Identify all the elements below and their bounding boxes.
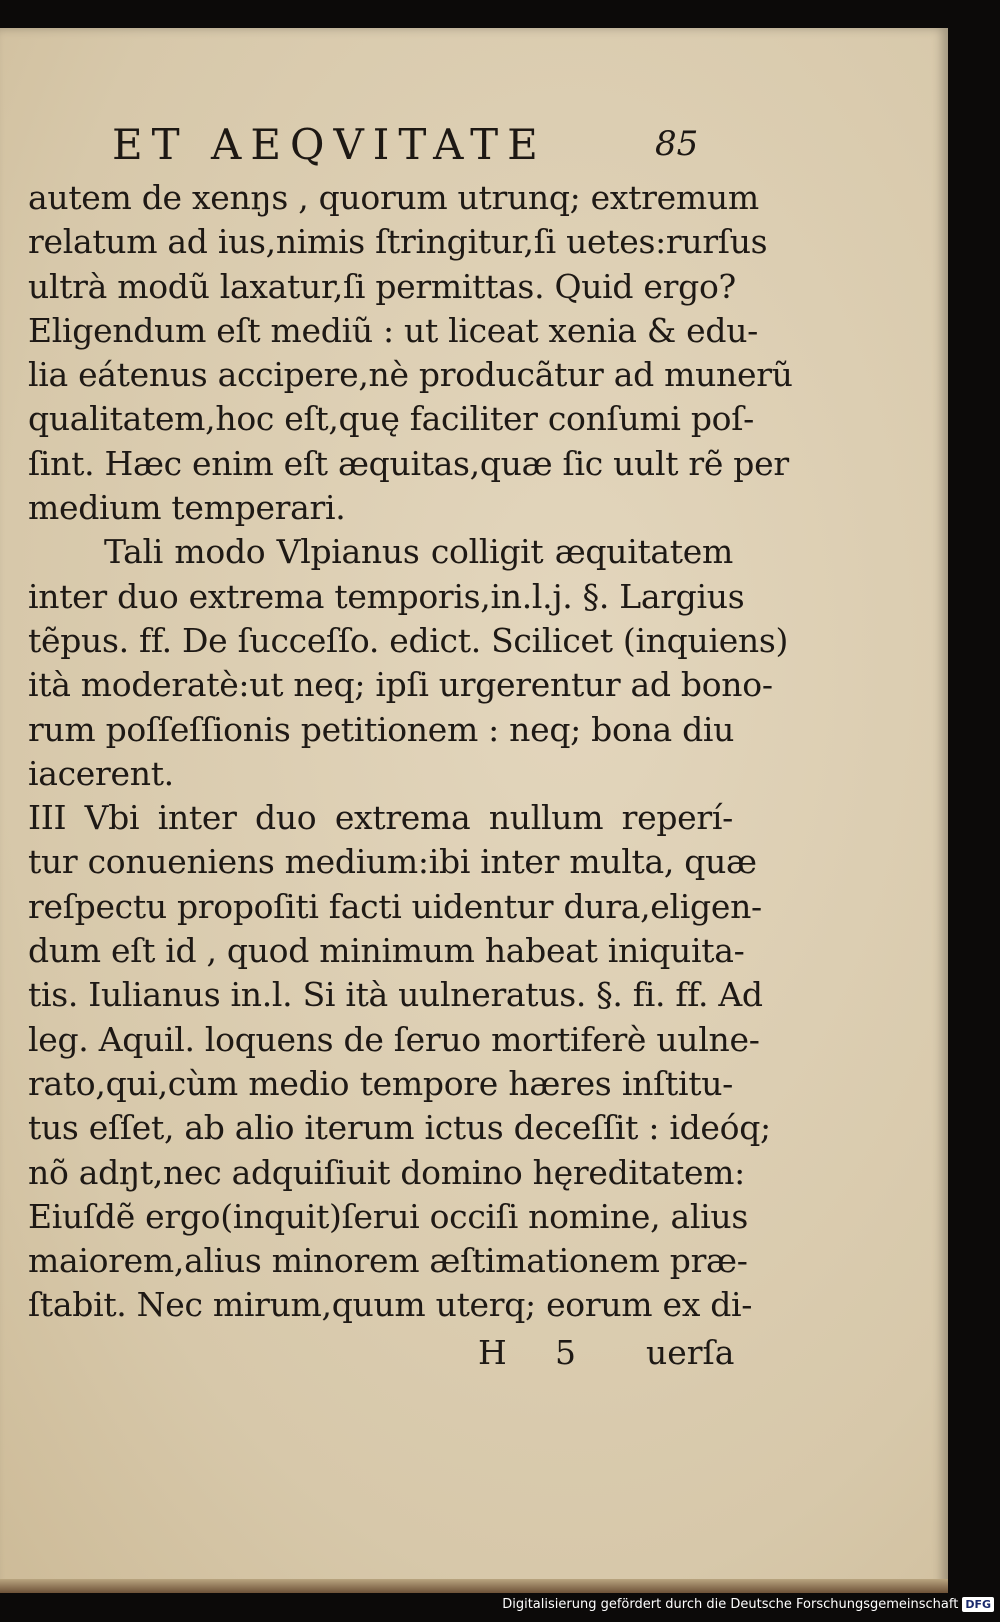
text-line: nõ adŋt,nec adquiſiuit domino hęreditatem: bbox=[28, 1152, 745, 1192]
signature-number: 5 bbox=[555, 1333, 576, 1372]
text-line: maiorem,alius minorem æſtimationem præ- bbox=[28, 1241, 748, 1281]
catchword: uerſa bbox=[646, 1333, 735, 1372]
funding-text: Digitalisierung gefördert durch die Deutsche Forschungsgemeinschaft bbox=[502, 1596, 959, 1612]
text-line: leg. Aquil. loquens de ſeruo mortiferè uulne- bbox=[28, 1019, 760, 1059]
text-line: rum poſſeſſionis petitionem : neq; bona diu bbox=[28, 709, 735, 749]
text-line: III Vbi inter duo extrema nullum reperí- bbox=[28, 798, 733, 838]
page-number: 85 bbox=[655, 124, 699, 164]
text-line: reſpectu propoſiti facti uidentur dura,eligen- bbox=[28, 886, 762, 926]
text-line: ultrà modũ laxatur,ſi permittas. Quid ergo? bbox=[28, 266, 736, 306]
signature-letter: H bbox=[478, 1333, 507, 1372]
funding-note bbox=[502, 1594, 994, 1614]
text-line: medium temperari. bbox=[28, 488, 346, 528]
text-line: qualitatem,hoc eſt,quę faciliter conſumi poſ- bbox=[28, 399, 755, 439]
text-line: ſint. Hæc enim eſt æquitas,quæ ſic uult rẽ per bbox=[28, 443, 789, 483]
book-page bbox=[0, 28, 948, 1593]
text-line: iacerent. bbox=[28, 753, 174, 793]
dfg-logo: DFG bbox=[962, 1597, 994, 1612]
text-line: rato,qui,cùm medio tempore hæres inſtitu- bbox=[28, 1063, 733, 1103]
text-line: autem de xenŋs , quorum utrunq; extremum bbox=[28, 178, 759, 217]
text-line: tẽpus. ff. De ſucceſſo. edict. Scilicet (inquiens) bbox=[28, 620, 789, 660]
text-line: relatum ad ius,nimis ſtringitur,ſi uetes:rurſus bbox=[28, 222, 768, 262]
running-title: ET AEQVITATE bbox=[112, 120, 547, 169]
text-block bbox=[28, 176, 793, 1328]
text-line: tur conueniens medium:ibi inter multa, quæ bbox=[28, 842, 757, 882]
text-line: ità moderatè:ut neq; ipſi urgerentur ad bono- bbox=[28, 665, 773, 705]
text-line: lia eátenus accipere,nè producãtur ad munerũ bbox=[28, 355, 793, 395]
text-line: tis. Iulianus in.l. Si ità uulneratus. §. fi. ff. Ad bbox=[28, 975, 763, 1015]
text-line: ſtabit. Nec mirum,quum uterq; eorum ex di- bbox=[28, 1285, 753, 1325]
text-line: Tali modo Vlpianus colligit æquitatem bbox=[104, 532, 733, 572]
text-line: tus eſſet, ab alio iterum ictus deceſſit : ideóq; bbox=[28, 1108, 771, 1148]
text-line: Eiuſdẽ ergo(inquit)ſerui occiſi nomine, alius bbox=[28, 1196, 748, 1236]
text-line: dum eſt id , quod minimum habeat iniquita- bbox=[28, 931, 745, 971]
text-line: inter duo extrema temporis,in.l.j. §. Largius bbox=[28, 576, 745, 616]
text-line: Eligendum eſt mediũ : ut liceat xenia & edu- bbox=[28, 310, 758, 350]
